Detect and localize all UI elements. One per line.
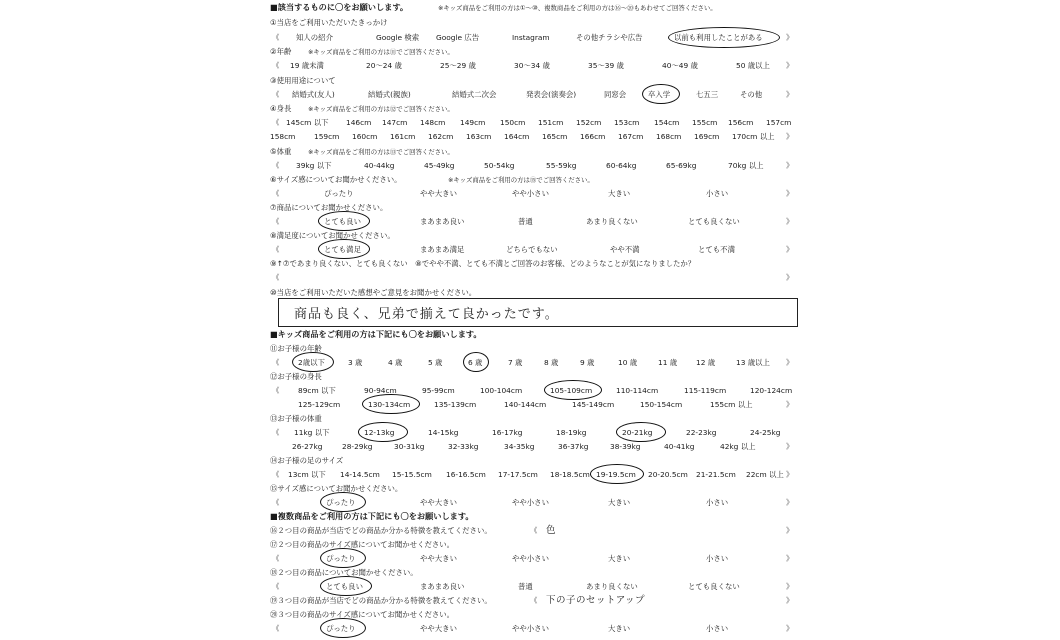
q6-option: 大きい [608,189,631,198]
q8-option: まあまあ満足 [420,245,465,254]
q5-option: 55-59kg [546,161,577,170]
bracket-open: 《 [272,470,280,479]
q2-option: 25〜29 歳 [440,61,476,70]
q5-option: 45-49kg [424,161,455,170]
q13-option: 30-31kg [394,442,425,451]
bracket-close: 》 [786,400,794,409]
q12-option: 145-149cm [572,400,615,409]
bracket-close: 》 [786,217,794,226]
q18-option: とても良い [326,582,363,591]
q2-option: 20〜24 歳 [366,61,402,70]
q2-option: 19 歳未満 [290,61,324,70]
q18-option: まあまあ良い [420,582,465,591]
q1-option: 以前も利用したことがある [674,33,763,42]
q11-option: 12 歳 [696,358,716,367]
q17-option: やや小さい [512,554,549,563]
q18-label: ⑱２つ目の商品についてお聞かせください。 [270,568,418,577]
q3-option: 同窓会 [604,90,627,99]
q12-option: 140-144cm [504,400,547,409]
q3-option: 七五三 [696,90,719,99]
q13-option: 12-13kg [364,428,395,437]
q4-option: 153cm [614,118,640,127]
bracket-close: 》 [786,189,794,198]
bracket-open: 《 [272,61,280,70]
q5-option: 70kg 以上 [728,161,764,170]
q6-option: やや小さい [512,189,549,198]
q14-option: 15-15.5cm [392,470,432,479]
q13-option: 20-21kg [622,428,653,437]
q15-option: やや大きい [420,498,457,507]
q11-option: 10 歳 [618,358,638,367]
q13-option: 14-15kg [428,428,459,437]
q13-label: ⑬お子様の体重 [270,414,322,423]
q4-option: 152cm [576,118,602,127]
q13-option: 38-39kg [610,442,641,451]
q12-option: 125-129cm [298,400,341,409]
q14-option: 20-20.5cm [648,470,688,479]
q14-label: ⑭お子様の足のサイズ [270,456,344,465]
q3-option: 結婚式(親族) [368,90,411,99]
q5-option: 60-64kg [606,161,637,170]
q5-option: 50-54kg [484,161,515,170]
q6-label: ⑥サイズ感についてお聞かせください。 [270,175,402,184]
bracket-open: 《 [272,273,280,282]
q13-option: 16-17kg [492,428,523,437]
q17-option: 大きい [608,554,631,563]
bracket-close: 》 [786,624,794,633]
q4-option: 159cm [314,132,340,141]
q7-option: まあまあ良い [420,217,465,226]
bracket-open: 《 [272,189,280,198]
q19-label: ⑲３つ目の商品が当店でどの商品か分かる特徴を教えてください。 [270,596,492,605]
bracket-close: 》 [786,273,794,282]
q6-option: 小さい [706,189,729,198]
q12-option: 110-114cm [616,386,659,395]
q4-option: 163cm [466,132,492,141]
q4-option: 162cm [428,132,454,141]
q2-note: ※キッズ商品をご利用の方は⑪でご回答ください。 [308,48,454,56]
q4-option: 169cm [694,132,720,141]
q11-option: 4 歳 [388,358,403,367]
q4-option: 147cm [382,118,408,127]
q12-option: 130-134cm [368,400,411,409]
q20-option: やや小さい [512,624,549,633]
q1-label: ①当店をご利用いただいたきっかけ [270,18,388,27]
bracket-close: 》 [786,132,794,141]
q4-option: 151cm [538,118,564,127]
q12-option: 89cm 以下 [298,386,336,395]
bracket-close: 》 [786,33,794,42]
q20-option: やや大きい [420,624,457,633]
q2-option: 30〜34 歳 [514,61,550,70]
q11-label: ⑪お子様の年齢 [270,344,322,353]
q7-option: 普通 [518,217,533,226]
q17-option: ぴったり [326,554,356,563]
q12-option: 105-109cm [550,386,593,395]
bracket-close: 》 [786,498,794,507]
q11-option: 6 歳 [468,358,483,367]
q6-option: ぴったり [324,189,354,198]
bracket-open: 《 [272,624,280,633]
bracket-close: 》 [786,245,794,254]
handwritten-answer: 下の子のセットアップ [546,595,646,606]
bracket-open: 《 [272,217,280,226]
q5-note: ※キッズ商品をご利用の方は⑬でご回答ください。 [308,148,454,156]
q18-option: 普通 [518,582,533,591]
q12-option: 90-94cm [364,386,397,395]
q3-label: ③使用用途について [270,76,336,85]
bracket-close: 》 [786,554,794,563]
q14-option: 16-16.5cm [446,470,486,479]
q4-option: 146cm [346,118,372,127]
q2-option: 35〜39 歳 [588,61,624,70]
q8-option: とても不満 [698,245,735,254]
q13-option: 42kg 以上 [720,442,756,451]
kids-section-heading: ■キッズ商品をご利用の方は下記にも〇をお願いします。 [270,329,482,339]
q11-option: 7 歳 [508,358,523,367]
q6-note: ※キッズ商品をご利用の方は⑮でご回答ください。 [448,176,594,184]
bracket-close: 》 [786,90,794,99]
q4-label: ④身長 [270,104,292,113]
bracket-open: 《 [272,386,280,395]
q2-option: 40〜49 歳 [662,61,698,70]
q7-option: とても良い [324,217,361,226]
q11-option: 8 歳 [544,358,559,367]
q7-label: ⑦商品についてお聞かせください。 [270,203,388,212]
q1-option: 知人の紹介 [296,33,333,42]
q14-option: 19-19.5cm [596,470,636,479]
q6-option: やや大きい [420,189,457,198]
q2-option: 50 歳以上 [736,61,770,70]
q1-option: Google 検索 [376,33,420,42]
q15-option: やや小さい [512,498,549,507]
q12-option: 135-139cm [434,400,477,409]
q4-option: 167cm [618,132,644,141]
q14-option: 13cm 以下 [288,470,326,479]
section-note: ※キッズ商品をご利用の方は①〜⑩、複数商品をご利用の方は⑯〜⑳もあわせてご回答ください。 [438,4,717,12]
bracket-close: 》 [786,526,794,535]
q8-option: やや不満 [610,245,640,254]
q18-option: とても良くない [688,582,740,591]
bracket-open: 《 [272,33,280,42]
q3-option: 発表会(演奏会) [526,90,577,99]
bracket-open: 《 [272,498,280,507]
q11-option: 9 歳 [580,358,595,367]
q11-option: 3 歳 [348,358,363,367]
q4-option: 160cm [352,132,378,141]
bracket-open: 《 [272,161,280,170]
q11-option: 2歳以下 [298,358,325,367]
q4-option: 165cm [542,132,568,141]
q5-option: 65-69kg [666,161,697,170]
bracket-open: 《 [272,245,280,254]
q4-option: 170cm 以上 [732,132,775,141]
q12-option: 100-104cm [480,386,523,395]
q8-option: とても満足 [324,245,361,254]
q15-option: 大きい [608,498,631,507]
multi-section-heading: ■複数商品をご利用の方は下記にも〇をお願いします。 [270,511,474,521]
bracket-open: 《 [272,582,280,591]
bracket-close: 》 [786,470,794,479]
q11-option: 13 歳以上 [736,358,770,367]
handwritten-comment: 商品も良く、兄弟で揃えて良かったです。 [294,307,559,322]
q4-option: 149cm [460,118,486,127]
q4-option: 161cm [390,132,416,141]
q16-label: ⑯２つ目の商品が当店でどの商品か分かる特徴を教えてください。 [270,526,492,535]
q13-option: 24-25kg [750,428,781,437]
q12-option: 120-124cm [750,386,793,395]
section-heading: ■該当するものに〇をお願いします。 [270,2,409,12]
q20-option: 大きい [608,624,631,633]
q20-option: ぴったり [326,624,356,633]
q17-option: 小さい [706,554,729,563]
q4-option: 157cm [766,118,792,127]
bracket-close: 》 [786,61,794,70]
q12-option: 150-154cm [640,400,683,409]
q15-option: 小さい [706,498,729,507]
q1-option: Instagram [512,33,550,42]
q15-label: ⑮サイズ感についてお聞かせください。 [270,484,403,493]
q14-option: 22cm 以上 [746,470,784,479]
q4-option: 150cm [500,118,526,127]
q11-option: 11 歳 [658,358,678,367]
q5-option: 39kg 以下 [296,161,332,170]
bracket-open: 《 [272,118,280,127]
q3-option: 卒入学 [648,90,671,99]
q13-option: 26-27kg [292,442,323,451]
q3-option: 結婚式(友人) [292,90,335,99]
q4-option: 145cm 以下 [286,118,329,127]
q12-option: 115-119cm [684,386,727,395]
bracket-open: 《 [530,526,538,535]
q12-label: ⑫お子様の身長 [270,372,322,381]
q4-option: 168cm [656,132,682,141]
q14-option: 18-18.5cm [550,470,590,479]
q7-option: あまり良くない [586,217,638,226]
q13-option: 11kg 以下 [294,428,330,437]
q14-option: 21-21.5cm [696,470,736,479]
q13-option: 28-29kg [342,442,373,451]
q8-label: ⑧満足度についてお聞かせください。 [270,231,395,240]
survey-sheet [268,0,798,640]
q4-note: ※キッズ商品をご利用の方は⑫でご回答ください。 [308,105,454,113]
bracket-close: 》 [786,582,794,591]
bracket-close: 》 [786,358,794,367]
q13-option: 22-23kg [686,428,717,437]
q5-label: ⑤体重 [270,147,292,156]
q17-label: ⑰２つ目の商品のサイズ感についてお聞かせください。 [270,540,455,549]
q17-option: やや大きい [420,554,457,563]
q3-option: 結婚式二次会 [452,90,497,99]
bracket-close: 》 [786,161,794,170]
q12-option: 95-99cm [422,386,455,395]
q18-option: あまり良くない [586,582,638,591]
q8-option: どちらでもない [506,245,558,254]
bracket-open: 《 [272,428,280,437]
q7-option: とても良くない [688,217,740,226]
bracket-open: 《 [272,554,280,563]
q15-option: ぴったり [326,498,356,507]
q5-option: 40-44kg [364,161,395,170]
q4-option: 158cm [270,132,296,141]
handwritten-answer: 色 [546,525,557,536]
q11-option: 5 歳 [428,358,443,367]
bracket-open: 《 [272,90,280,99]
q14-option: 17-17.5cm [498,470,538,479]
q20-option: 小さい [706,624,729,633]
q20-label: ⑳３つ目の商品のサイズ感についてお聞かせください。 [270,610,455,619]
q13-option: 34-35kg [504,442,535,451]
q1-option: その他チラシや広告 [576,33,643,42]
q13-option: 36-37kg [558,442,589,451]
q4-option: 155cm [692,118,718,127]
q12-option: 155cm 以上 [710,400,753,409]
q13-option: 18-19kg [556,428,587,437]
bracket-open: 《 [272,358,280,367]
bracket-close: 》 [786,442,794,451]
q4-option: 154cm [654,118,680,127]
q10-label: ⑩当店をご利用いただいた感想やご意見をお聞かせください。 [270,288,477,297]
q3-option: その他 [740,90,763,99]
q13-option: 32-33kg [448,442,479,451]
q9-label: ⑨↑⑦であまり良くない、とても良くない ⑧でやや不満、とても不満とご回答のお客様、どのようなことが気になりましたか？ [270,259,696,268]
q4-option: 156cm [728,118,754,127]
q13-option: 40-41kg [664,442,695,451]
bracket-open: 《 [530,596,538,605]
q4-option: 148cm [420,118,446,127]
bracket-close: 》 [786,596,794,605]
q1-option: Google 広告 [436,33,480,42]
q4-option: 166cm [580,132,606,141]
q4-option: 164cm [504,132,530,141]
q2-label: ②年齢 [270,47,292,56]
q14-option: 14-14.5cm [340,470,380,479]
